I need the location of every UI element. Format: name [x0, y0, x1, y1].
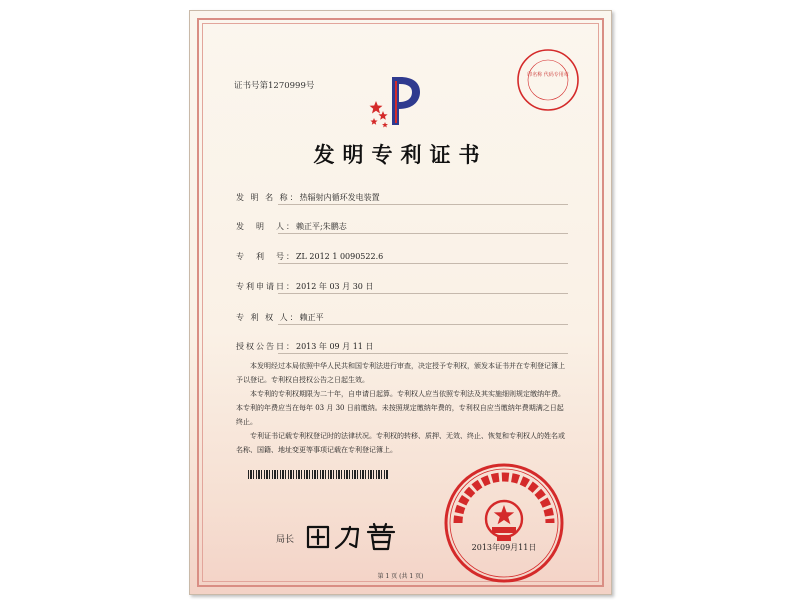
field-invention-name [236, 192, 380, 203]
field-inventor [236, 221, 347, 232]
field-patent-number [236, 251, 383, 262]
field-underline [278, 353, 568, 354]
certificate-number: 证书号第1270999号 [234, 81, 315, 91]
field-label: 发 明 人： [236, 222, 296, 231]
patent-office-logo [366, 71, 424, 129]
field-patentee [236, 312, 324, 323]
page-footer: 第 1 页 (共 1 页) [377, 573, 424, 580]
field-underline [278, 324, 568, 325]
body-paragraph: 专利证书记载专利权登记时的法律状况。专利权的转移、质押、无效、终止、恢复和专利权人的姓名或名称、国籍、地址变更等事项记载在专利登记簿上。 [236, 432, 565, 454]
official-seal-stamp [442, 461, 566, 585]
field-underline [278, 233, 568, 234]
field-label: 专 利 权 人： [236, 313, 300, 322]
field-underline [278, 204, 568, 205]
field-value: 2012 年 03 月 30 日 [296, 282, 374, 291]
barcode [248, 470, 388, 479]
field-value: 2013 年 09 月 11 日 [296, 342, 374, 351]
field-label: 专 利 号： [236, 252, 296, 261]
field-label: 专利申请日： [236, 282, 296, 291]
field-value: 热辐射内循环发电装置 [299, 193, 380, 202]
body-paragraph: 本专利的专利权期限为二十年，自申请日起算。专利权人应当依照专利法及其实施细则规定缴纳年费。本专利的年费应当在每年 03 月 30 日前缴纳。未按照规定缴纳年费的，专利权自应当缴纳年费期满之日起终止。 [236, 390, 565, 426]
director-label: 局长 [276, 535, 295, 545]
field-value: 赖正平;朱鹏志 [296, 222, 347, 231]
field-underline [278, 263, 568, 264]
field-value: 赖正平 [299, 313, 324, 322]
field-value: ZL 2012 1 0090522.6 [296, 252, 384, 261]
field-application-date [236, 281, 373, 292]
body-paragraph: 本发明经过本局依照中华人民共和国专利法进行审查，决定授予专利权，颁发本证书并在专利登记簿上予以登记。专利权自授权公告之日起生效。 [236, 362, 565, 384]
corner-seal-text: 印名称 代码专用章 [527, 72, 569, 78]
field-label: 发 明 名 称： [236, 193, 300, 202]
patent-certificate [189, 10, 612, 595]
field-grant-date [236, 341, 373, 352]
field-underline [278, 293, 568, 294]
director-signature [302, 521, 402, 551]
certificate-body [236, 359, 568, 457]
certificate-title: 发明专利证书 [313, 142, 488, 167]
corner-seal-stamp [515, 47, 581, 113]
field-label: 授权公告日： [236, 342, 296, 351]
seal-date: 2013年09月11日 [471, 543, 537, 552]
